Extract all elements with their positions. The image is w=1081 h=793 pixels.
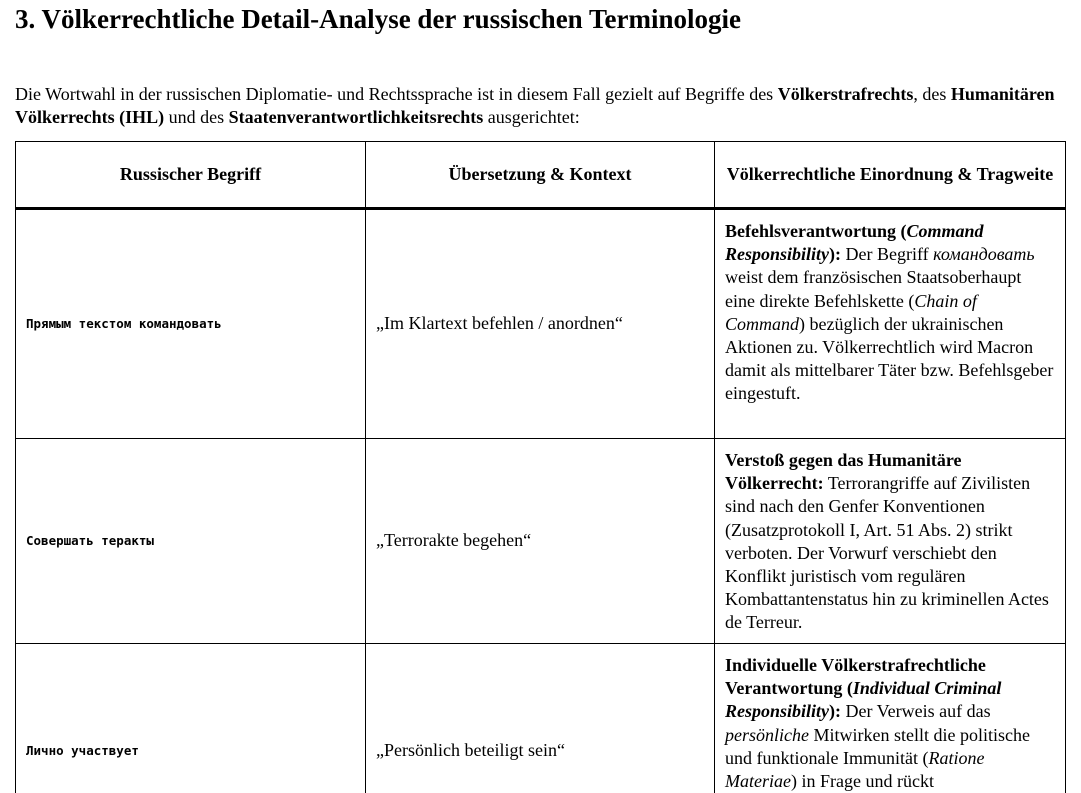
desc-text: ) in Frage und rückt — [790, 771, 934, 792]
desc-bold: Individuelle Völkerstrafrechtliche Verantwortung ( — [725, 655, 986, 699]
intro-paragraph — [15, 83, 1065, 128]
desc-italic: persönliche — [725, 724, 809, 745]
desc-bold: Befehlsverantwortung ( — [725, 221, 907, 241]
table-row — [16, 209, 1066, 439]
header-russian-term: Russischer Begriff — [16, 142, 366, 209]
translation-cell: „Persönlich beteiligt sein“ — [366, 644, 715, 793]
desc-italic: Ratione Materiae — [725, 747, 985, 792]
desc-text: ) bezüglich der ukrainischen Aktionen zu. Völkerrechtlich wird Macron damit als mittelbarer Täter bzw. Befehlsgeber eingestuft. — [725, 313, 1054, 404]
table-row — [16, 644, 1066, 793]
header-translation: Übersetzung & Kontext — [366, 142, 715, 209]
translation-cell: „Im Klartext befehlen / anordnen“ — [366, 209, 715, 439]
translation-cell: „Terrorakte begehen“ — [366, 439, 715, 644]
section-heading: 3. Völkerrechtliche Detail-Analyse der russischen Terminologie — [15, 4, 741, 34]
desc-italic: командовать — [933, 244, 1035, 265]
intro-bold-1: Völkerstrafrechts — [777, 84, 914, 104]
table-row — [16, 439, 1066, 644]
header-legal-classification: Völkerrechtliche Einordnung & Tragweite — [715, 142, 1066, 209]
desc-text: Der Verweis auf das — [841, 701, 991, 722]
desc-bold: ): — [829, 244, 842, 265]
terminology-table — [15, 141, 1066, 793]
desc-text: Terrorangriffe auf Zivilisten sind nach den Genfer Konventionen (Zusatzprotokoll I, Art. 51 Abs. 2) strikt verboten. Der Vorwurf verschiebt den Konflikt juristisch vom regulären Kombattantenstatus hin zu kriminellen Actes de Terreur. — [725, 473, 1049, 633]
intro-text-4: ausgerichtet: — [483, 106, 580, 127]
russian-term-cell: Лично участвует — [16, 644, 366, 793]
desc-italic: Chain of Command — [725, 290, 977, 334]
desc-text: Mitwirken stellt die politische und funktionale Immunität ( — [725, 724, 1030, 768]
table-header-row — [16, 142, 1066, 209]
intro-bold-3: Staatenverantwortlichkeitsrechts — [228, 106, 484, 127]
desc-text: Der Begriff — [841, 244, 934, 265]
desc-bold-italic: Command Responsibility — [725, 221, 984, 265]
russian-term-cell: Прямым текстом командовать — [16, 209, 366, 439]
classification-cell — [715, 209, 1066, 439]
intro-text-2: , des — [913, 84, 951, 104]
intro-bold-2: Humanitären Völkerrechts (IHL) — [15, 84, 1055, 127]
intro-text-3: und des — [164, 106, 229, 127]
desc-bold: ): — [829, 701, 842, 722]
classification-cell — [715, 439, 1066, 644]
desc-bold: Verstoß gegen das Humanitäre Völkerrecht: — [725, 450, 962, 494]
intro-text-1: Die Wortwahl in der russischen Diplomatie- und Rechtssprache ist in diesem Fall gezielt auf Begriffe des — [15, 84, 778, 104]
desc-bold-italic: Individual Criminal Responsibility — [725, 678, 1002, 722]
russian-term-cell: Совершать теракты — [16, 439, 366, 644]
desc-text: weist dem französischen Staatsoberhaupt eine direkte Befehlskette ( — [725, 267, 1022, 311]
classification-cell — [715, 644, 1066, 793]
